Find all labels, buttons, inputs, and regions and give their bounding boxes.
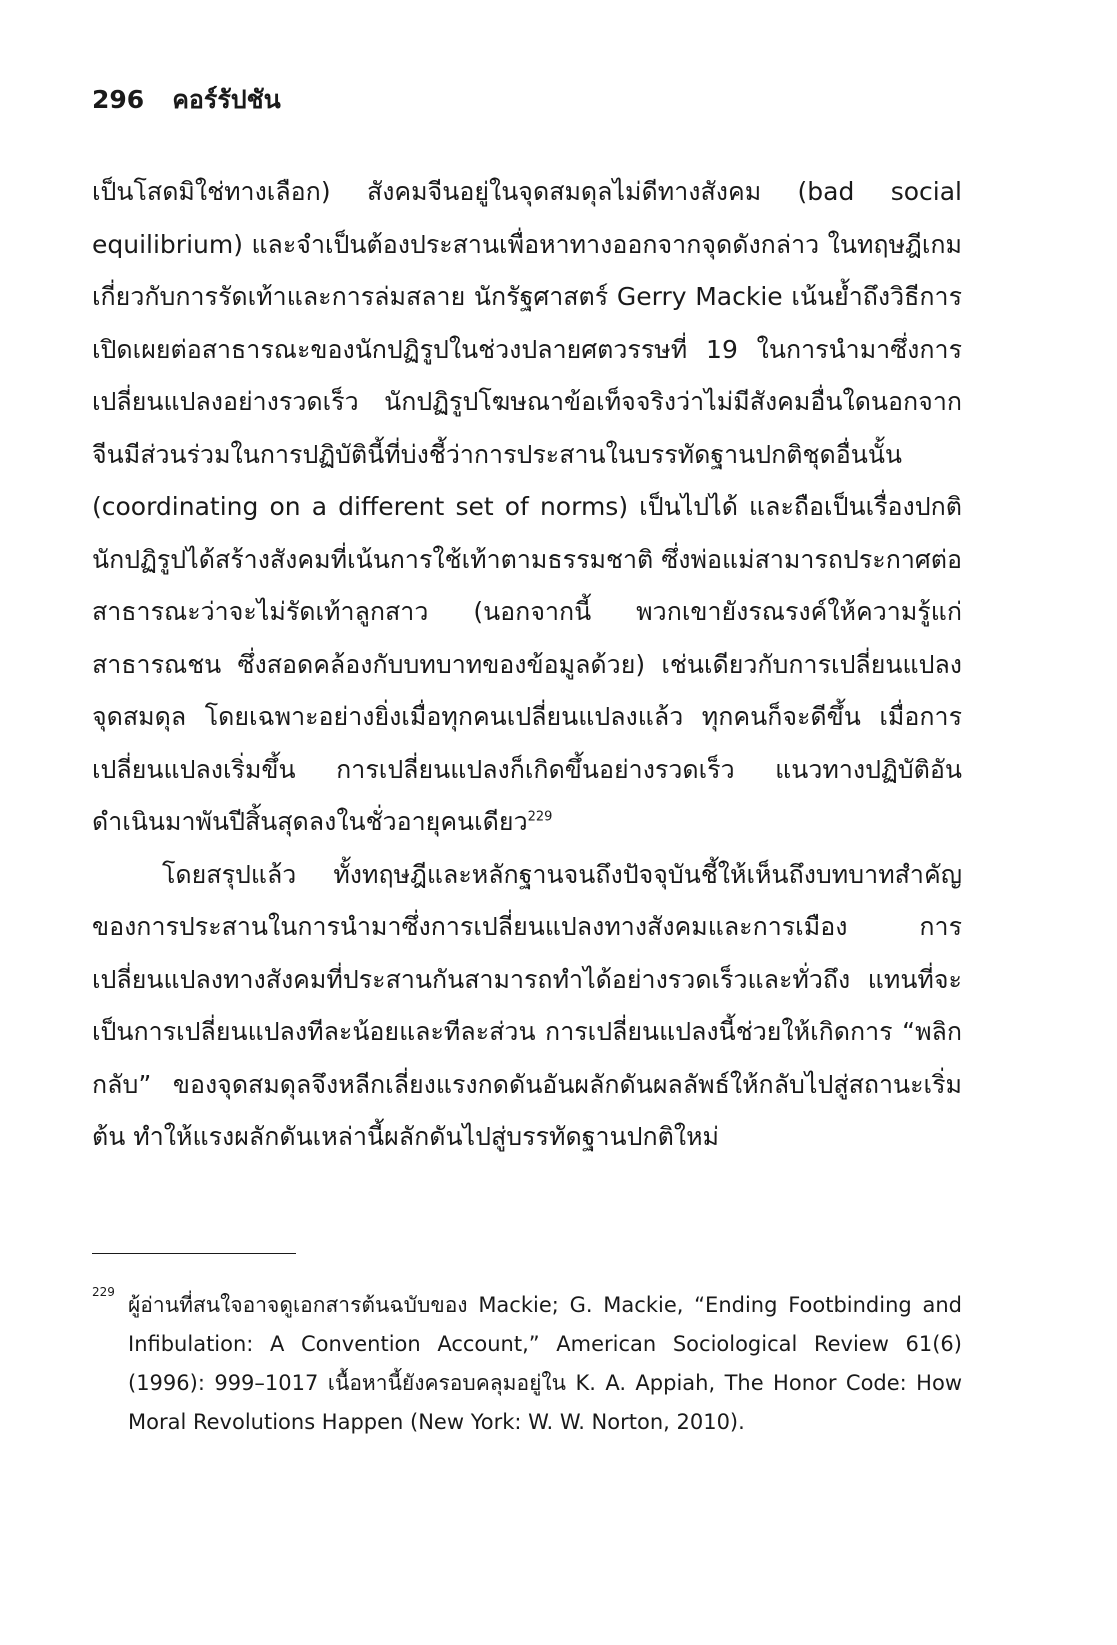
- running-title: คอร์รัปชัน: [172, 85, 281, 114]
- page-number: 296: [92, 85, 145, 114]
- footnote: [92, 1286, 962, 1442]
- footnote-text: ผู้อ่านที่สนใจอาจดูเอกสารต้นฉบับของ Mackie; G. Mackie, “Ending Footbinding and Infibulation: A Convention Account,” American Sociological Review 61(6) (1996): 999–1017 เนื้อหานี้ยังครอบคลุมอยู่ใน K. A. Appiah, The Honor Code: How Moral Revolutions Happen (New York: W. W. Norton, 2010).: [128, 1293, 962, 1434]
- body-text: [92, 166, 962, 1164]
- footnote-divider: [92, 1253, 296, 1254]
- paragraph-1-text: เป็นโสดมิใช่ทางเลือก) สังคมจีนอยู่ในจุดสมดุลไม่ดีทางสังคม (bad social equilibrium) และจำเป็นต้องประสานเพื่อหาทางออกจากจุดดังกล่าว ในทฤษฎีเกมเกี่ยวกับการรัดเท้าและการล่มสลาย นักรัฐศาสตร์ Gerry Mackie เน้นย้ำถึงวิธีการเปิดเผยต่อสาธารณะของนักปฏิรูปในช่วงปลายศตวรรษที่ 19 ในการนำมาซึ่งการเปลี่ยนแปลงอย่างรวดเร็ว นักปฏิรูปโฆษณาข้อเท็จจริงว่าไม่มีสังคมอื่นใดนอกจากจีนมีส่วนร่วมในการปฏิบัตินี้ที่บ่งชี้ว่าการประสานในบรรทัดฐานปกติชุดอื่นนั้น (coordinating on a different set of norms) เป็นไปได้ และถือเป็นเรื่องปกติ นักปฏิรูปได้สร้างสังคมที่เน้นการใช้เท้าตามธรรมชาติ ซึ่งพ่อแม่สามารถประกาศต่อสาธารณะว่าจะไม่รัดเท้าลูกสาว (นอกจากนี้ พวกเขายังรณรงค์ให้ความรู้แก่สาธารณชน ซึ่งสอดคล้องกับบทบาทของข้อมูลด้วย) เช่นเดียวกับการเปลี่ยนแปลงจุดสมดุล โดยเฉพาะอย่างยิ่งเมื่อทุกคนเปลี่ยนแปลงแล้ว ทุกคนก็จะดีขึ้น เมื่อการเปลี่ยนแปลงเริ่มขึ้น การเปลี่ยนแปลงก็เกิดขึ้นอย่างรวดเร็ว แนวทางปฏิบัติอันดำเนินมาพันปีสิ้นสุดลงในชั่วอายุคนเดียว: [92, 177, 962, 836]
- paragraph-1: [92, 166, 962, 849]
- footnote-number: 229: [92, 1285, 115, 1299]
- page-header: [92, 80, 281, 120]
- paragraph-2: โดยสรุปแล้ว ทั้งทฤษฎีและหลักฐานจนถึงปัจจุบันชี้ให้เห็นถึงบทบาทสำคัญของการประสานในการนำมาซึ่งการเปลี่ยนแปลงทางสังคมและการเมือง การเปลี่ยนแปลงทางสังคมที่ประสานกันสามารถทำได้อย่างรวดเร็วและทั่วถึง แทนที่จะเป็นการเปลี่ยนแปลงทีละน้อยและทีละส่วน การเปลี่ยนแปลงนี้ช่วยให้เกิดการ “พลิกกลับ” ของจุดสมดุลจึงหลีกเลี่ยงแรงกดดันอันผลักดันผลลัพธ์ให้กลับไปสู่สถานะเริ่มต้น ทำให้แรงผลักดันเหล่านี้ผลักดันไปสู่บรรทัดฐานปกติใหม่: [92, 859, 962, 1151]
- footnote-reference[interactable]: 229: [527, 809, 553, 825]
